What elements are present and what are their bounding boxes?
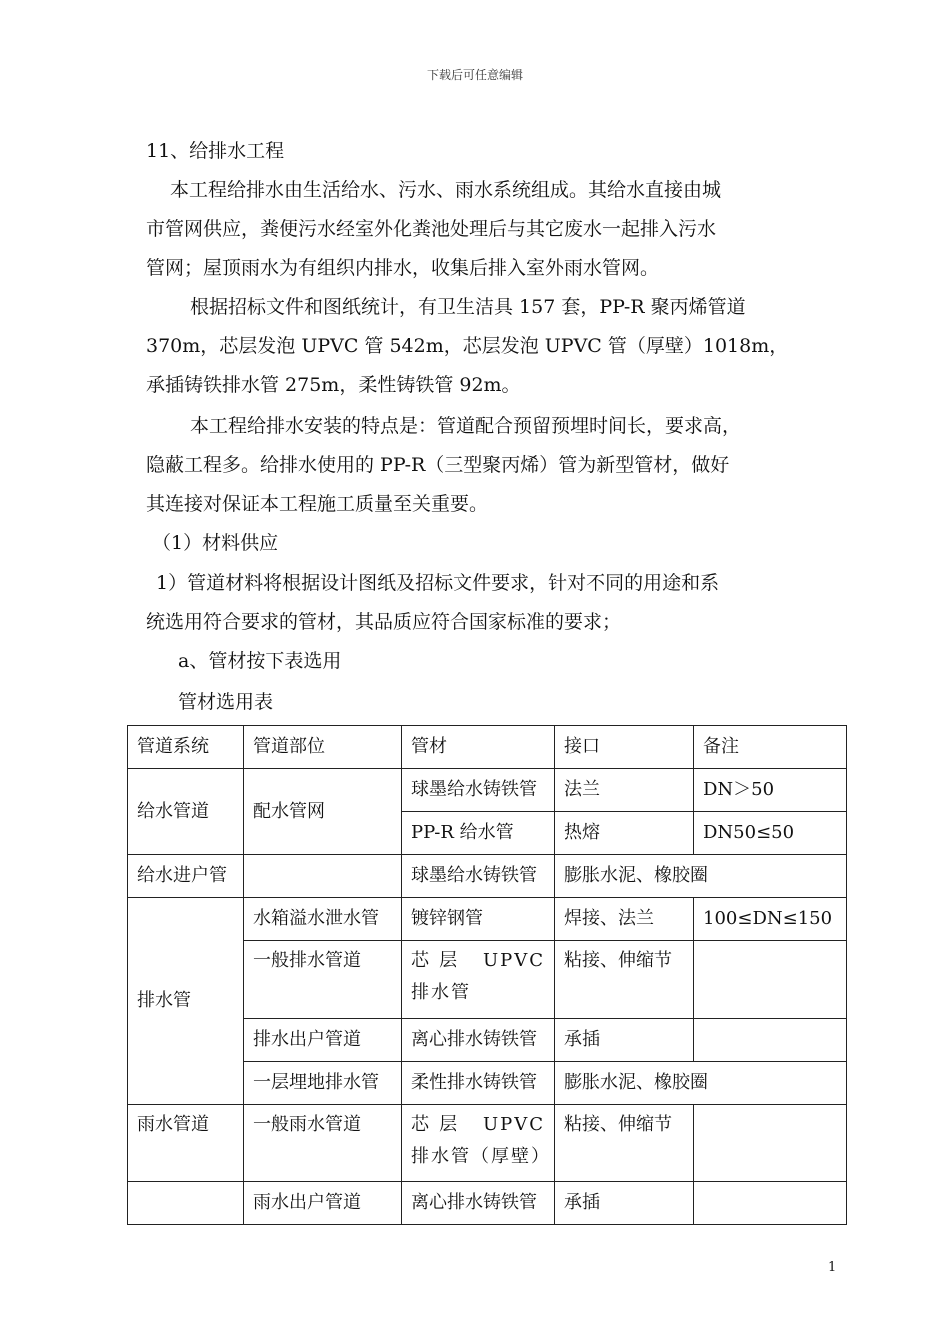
paragraph-line: 根据招标文件和图纸统计，有卫生洁具 157 套，PP-R 聚丙烯管道 [190,296,746,318]
material-cell: 芯层 UPVC 排水管 [402,941,555,1019]
paragraph-line: 承插铸铁排水管 275m，柔性铸铁管 92m。 [146,374,521,396]
joint-cell: 焊接、法兰 [555,898,694,941]
material-cell: 球墨给水铸铁管 [402,769,555,812]
part-cell: 配水管网 [244,769,402,855]
system-cell: 给水进户管 [128,855,244,898]
note-cell [694,941,847,1019]
note-cell [694,1182,847,1225]
pipe-selection-table [127,725,847,1225]
note-cell [694,1019,847,1062]
joint-cell: 粘接、伸缩节 [555,941,694,1019]
page-header: 下载后可任意编辑 [426,68,523,82]
paragraph-line: 市管网供应，粪便污水经室外化粪池处理后与其它废水一起排入污水 [146,218,717,240]
part-cell: 一层埋地排水管 [244,1062,402,1105]
note-cell: DN50≤50 [694,812,847,855]
joint-cell: 承插 [555,1019,694,1062]
material-cell: 离心排水铸铁管 [402,1182,555,1225]
joint-cell: 粘接、伸缩节 [555,1105,694,1182]
material-cell: 芯层 UPVC 排水管（厚壁） [402,1105,555,1182]
system-cell: 雨水管道 [128,1105,244,1182]
header-cell: 管材 [402,726,555,769]
paragraph-line: 管网；屋顶雨水为有组织内排水，收集后排入室外雨水管网。 [146,257,660,279]
material-cell: 柔性排水铸铁管 [402,1062,555,1105]
header-cell: 管道系统 [128,726,244,769]
paragraph-line: 隐蔽工程多。给排水使用的 PP-R（三型聚丙烯）管为新型管材，做好 [146,454,730,476]
table-title: 管材选用表 [178,691,274,713]
table-header-row [128,726,847,769]
material-cell: PP-R 给水管 [402,812,555,855]
list-item-line: 统选用符合要求的管材，其品质应符合国家标准的要求； [146,611,622,633]
part-cell: 排水出户管道 [244,1019,402,1062]
part-cell [244,855,402,898]
part-cell: 水箱溢水泄水管 [244,898,402,941]
table-row [128,1182,847,1225]
table-row [128,1105,847,1182]
part-cell: 一般排水管道 [244,941,402,1019]
note-cell: DN＞50 [694,769,847,812]
page-number: 1 [828,1260,837,1275]
section-heading: 11、给排水工程 [146,140,285,162]
paragraph-line: 本工程给排水由生活给水、污水、雨水系统组成。其给水直接由城 [170,179,722,201]
part-cell: 一般雨水管道 [244,1105,402,1182]
joint-cell: 法兰 [555,769,694,812]
list-item-line: 1）管道材料将根据设计图纸及招标文件要求，针对不同的用途和系 [156,572,720,594]
note-cell: 100≤DN≤150 [694,898,847,941]
paragraph-line: 370m，芯层发泡 UPVC 管 542m，芯层发泡 UPVC 管（厚壁）1018m， [146,335,789,357]
table-row [128,769,847,812]
joint-cell: 热熔 [555,812,694,855]
part-cell: 雨水出户管道 [244,1182,402,1225]
note-cell [694,1105,847,1182]
material-cell: 镀锌钢管 [402,898,555,941]
subsection-heading: （1）材料供应 [152,532,279,554]
system-cell: 给水管道 [128,769,244,855]
joint-cell: 膨胀水泥、橡胶圈 [555,1062,847,1105]
joint-cell: 膨胀水泥、橡胶圈 [555,855,847,898]
system-cell: 排水管 [128,898,244,1105]
table-row [128,898,847,941]
list-item-a: a、管材按下表选用 [178,650,342,672]
material-cell: 球墨给水铸铁管 [402,855,555,898]
system-cell [128,1182,244,1225]
header-cell: 备注 [694,726,847,769]
joint-cell: 承插 [555,1182,694,1225]
paragraph-line: 其连接对保证本工程施工质量至关重要。 [146,493,489,515]
header-cell: 接口 [555,726,694,769]
header-cell: 管道部位 [244,726,402,769]
material-cell: 离心排水铸铁管 [402,1019,555,1062]
paragraph-line: 本工程给排水安装的特点是：管道配合预留预埋时间长，要求高， [190,415,742,437]
table-row [128,855,847,898]
